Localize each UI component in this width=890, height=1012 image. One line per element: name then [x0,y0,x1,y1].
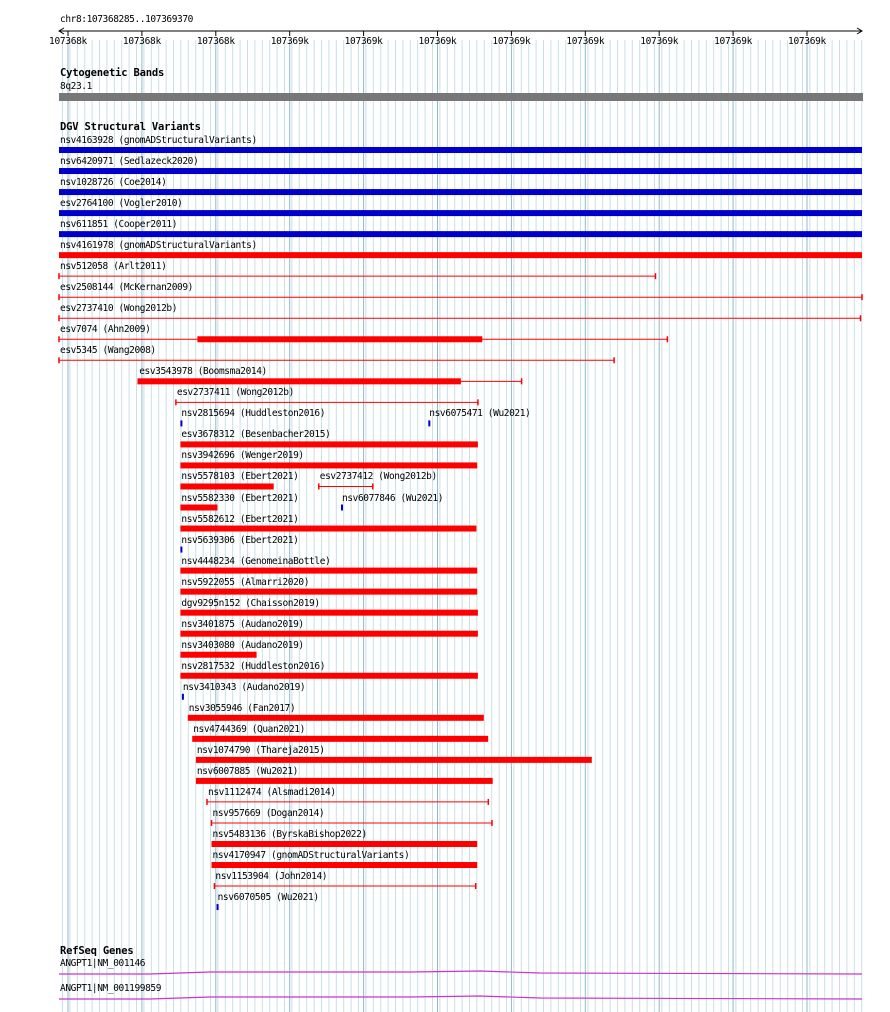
sv-feature-label[interactable]: nsv5578103 (Ebert2021) [181,471,299,483]
sv-feature-label[interactable]: esv2737411 (Wong2012b) [176,387,294,399]
gene-label[interactable]: ANGPT1|NM_001199859 [60,983,162,994]
sv-feature-label[interactable]: nsv3942696 (Wenger2019) [181,450,304,462]
sv-feature-nsv2815694[interactable] [180,420,182,426]
sv-feature-label[interactable]: nsv512058 (Arlt2011) [60,261,167,273]
sv-feature-core[interactable] [197,336,482,342]
cytoband-track-title: Cytogenetic Bands [60,67,165,79]
sv-feature-label[interactable]: nsv6420971 (Sedlazeck2020) [60,156,199,168]
ruler-tick-label: 107369k [418,36,457,47]
sv-feature-label[interactable]: nsv3055946 (Fan2017) [188,702,296,714]
sv-feature-nsv6077846[interactable] [341,505,343,511]
sv-feature-bar[interactable] [180,568,477,574]
sv-feature-nsv4163928[interactable] [59,147,862,153]
ruler-tick-label: 107368k [49,36,87,47]
sv-feature-label[interactable]: nsv5582330 (Ebert2021) [181,492,299,504]
ruler-tick-label: 107368k [122,36,161,47]
sv-feature-bar[interactable] [428,420,430,426]
sv-feature-esv2737410[interactable] [59,315,861,321]
ruler-tick-label: 107369k [270,36,309,47]
sv-feature-bar[interactable] [217,904,219,910]
locus-label: chr8:107368285..107369370 [60,14,193,25]
sv-feature-nsv5922055[interactable] [180,589,477,595]
sv-feature-label[interactable]: nsv1112474 (Alsmadi2014) [208,786,336,798]
ruler-tick-label: 107369k [640,36,679,47]
sv-feature-bar[interactable] [196,757,592,763]
sv-feature-label[interactable]: esv3678312 (Besenbacher2015) [181,429,331,441]
sv-feature-bar[interactable] [180,483,273,489]
sv-feature-label[interactable]: nsv4744369 (Quan2021) [193,723,305,735]
sv-feature-bar[interactable] [180,441,478,447]
sv-feature-bar[interactable] [192,736,488,742]
sv-feature-bar[interactable] [59,189,862,195]
sv-feature-bar[interactable] [188,715,484,721]
sv-feature-label[interactable]: nsv3403080 (Audano2019) [181,639,304,651]
sv-feature-bar[interactable] [59,168,862,174]
cytoband-bar[interactable] [59,93,863,101]
gene-model-line[interactable] [59,996,862,999]
sv-feature-label[interactable]: nsv4448234 (GenomeinaBottle) [181,555,331,567]
sv-feature-bar[interactable] [341,505,343,511]
sv-feature-nsv5483136[interactable] [212,841,478,847]
sv-feature-esv5345[interactable] [59,357,614,363]
sv-feature-nsv6070505[interactable] [217,904,219,910]
sv-feature-nsv4161978[interactable] [59,252,862,258]
sv-feature-nsv3942696[interactable] [180,462,477,468]
sv-feature-label[interactable]: nsv611851 (Cooper2011) [60,219,178,231]
sv-feature-nsv957669[interactable] [212,820,493,826]
sv-feature-nsv1028726[interactable] [59,189,862,195]
sv-feature-nsv1153904[interactable] [214,883,475,889]
sv-feature-label[interactable]: nsv5639306 (Ebert2021) [181,534,299,546]
sv-feature-label[interactable]: esv2508144 (McKernan2009) [60,282,193,294]
ruler-tick-label: 107369k [714,36,753,47]
sv-feature-label[interactable]: nsv5483136 (ByrskaBishop2022) [212,828,367,840]
sv-feature-bar[interactable] [212,841,478,847]
sv-feature-esv7074[interactable] [59,336,667,342]
refseq-track-title: RefSeq Genes [60,945,134,957]
sv-feature-nsv3401875[interactable] [180,631,478,637]
ruler-tick-label: 107369k [788,36,826,47]
sv-feature-nsv611851[interactable] [59,231,862,237]
sv-feature-nsv6075471[interactable] [428,420,430,426]
cytoband-label[interactable]: 8q23.1 [60,81,92,92]
sv-feature-label[interactable]: nsv4161978 (gnomADStructuralVariants) [60,240,257,252]
sv-feature-bar[interactable] [180,420,182,426]
sv-feature-label[interactable]: dgv9295n152 (Chaisson2019) [181,597,320,609]
sv-feature-bar[interactable] [59,147,862,153]
sv-feature-bar[interactable] [180,547,182,553]
sv-feature-label[interactable]: nsv4170947 (gnomADStructuralVariants) [212,850,410,862]
dgv-track-title: DGV Structural Variants [60,121,201,133]
sv-feature-bar[interactable] [180,610,478,616]
sv-feature-nsv5582330[interactable] [180,505,217,511]
sv-feature-nsv4744369[interactable] [192,736,488,742]
sv-feature-label[interactable]: nsv1074790 (Thareja2015) [196,744,325,756]
sv-feature-label[interactable]: esv2737412 (Wong2012b) [319,471,437,483]
sv-feature-dgv9295n152[interactable] [180,610,478,616]
sv-feature-nsv3055946[interactable] [188,715,484,721]
sv-feature-bar[interactable] [180,673,478,679]
sv-feature-nsv512058[interactable] [59,273,656,279]
sv-feature-nsv3410343[interactable] [182,694,184,700]
sv-feature-nsv5639306[interactable] [180,547,182,553]
sv-feature-bar[interactable] [180,652,256,658]
sv-feature-nsv3403080[interactable] [180,652,256,658]
sv-feature-esv3543978[interactable] [138,378,521,384]
sv-feature-nsv4448234[interactable] [180,568,477,574]
sv-feature-label[interactable]: esv5345 (Wang2008) [60,345,156,357]
sv-feature-bar[interactable] [182,694,184,700]
sv-feature-bar[interactable] [212,862,478,868]
sv-feature-label[interactable]: nsv1153904 (John2014) [215,871,328,883]
sv-feature-bar[interactable] [180,526,476,532]
sv-feature-label[interactable]: nsv6070505 (Wu2021) [217,892,319,904]
sv-feature-esv2508144[interactable] [59,294,862,300]
sv-feature-bar[interactable] [59,231,862,237]
sv-feature-nsv4170947[interactable] [212,862,478,868]
sv-feature-label[interactable]: nsv3410343 (Audano2019) [182,681,306,693]
sv-feature-label[interactable]: nsv2815694 (Huddleston2016) [181,408,326,420]
sv-feature-label[interactable]: nsv2817532 (Huddleston2016) [181,660,326,672]
sv-feature-label[interactable]: nsv6007885 (Wu2021) [196,765,298,777]
sv-feature-nsv5582612[interactable] [180,526,476,532]
sv-feature-esv2737411[interactable] [176,399,478,405]
gene-label[interactable]: ANGPT1|NM_001146 [60,958,146,969]
sv-feature-bar[interactable] [59,252,862,258]
sv-feature-label[interactable]: nsv6075471 (Wu2021) [429,408,531,420]
gene-model-line[interactable] [59,971,862,974]
ruler-tick-label: 107369k [566,36,605,47]
sv-feature-esv2737412[interactable] [319,483,373,489]
sv-feature-bar[interactable] [180,631,478,637]
sv-feature-label[interactable]: nsv3401875 (Audano2019) [181,618,304,630]
sv-feature-label[interactable]: nsv4163928 (gnomADStructuralVariants) [60,135,257,146]
sv-feature-label[interactable]: nsv6077846 (Wu2021) [342,492,444,504]
sv-feature-bar[interactable] [196,778,493,784]
sv-feature-bar[interactable] [180,589,477,595]
sv-feature-esv3678312[interactable] [180,441,478,447]
sv-feature-label[interactable]: esv2737410 (Wong2012b) [60,303,178,315]
sv-feature-bar[interactable] [180,505,217,511]
sv-feature-nsv2817532[interactable] [180,673,478,679]
sv-feature-label[interactable]: esv7074 (Ahn2009) [60,324,151,336]
sv-feature-esv2764100[interactable] [59,210,862,216]
sv-feature-nsv1112474[interactable] [207,799,488,805]
sv-feature-label[interactable]: esv2764100 (Vogler2010) [60,198,183,210]
ruler-tick-label: 107369k [492,36,531,47]
sv-feature-core[interactable] [138,378,461,384]
sv-feature-bar[interactable] [180,462,477,468]
sv-feature-label[interactable]: nsv1028726 (Coe2014) [60,177,167,189]
sv-feature-nsv1074790[interactable] [196,757,592,763]
sv-feature-bar[interactable] [59,210,862,216]
sv-feature-nsv5578103[interactable] [180,483,273,489]
ruler-tick-label: 107368k [196,36,235,47]
sv-feature-label[interactable]: esv3543978 (Boomsma2014) [139,366,267,378]
sv-feature-label[interactable]: nsv5582612 (Ebert2021) [181,513,299,525]
sv-feature-nsv6420971[interactable] [59,168,862,174]
sv-feature-nsv6007885[interactable] [196,778,493,784]
sv-feature-label[interactable]: nsv957669 (Dogan2014) [212,807,325,819]
ruler-tick-label: 107369k [344,36,383,47]
sv-feature-label[interactable]: nsv5922055 (Almarri2020) [181,576,310,588]
